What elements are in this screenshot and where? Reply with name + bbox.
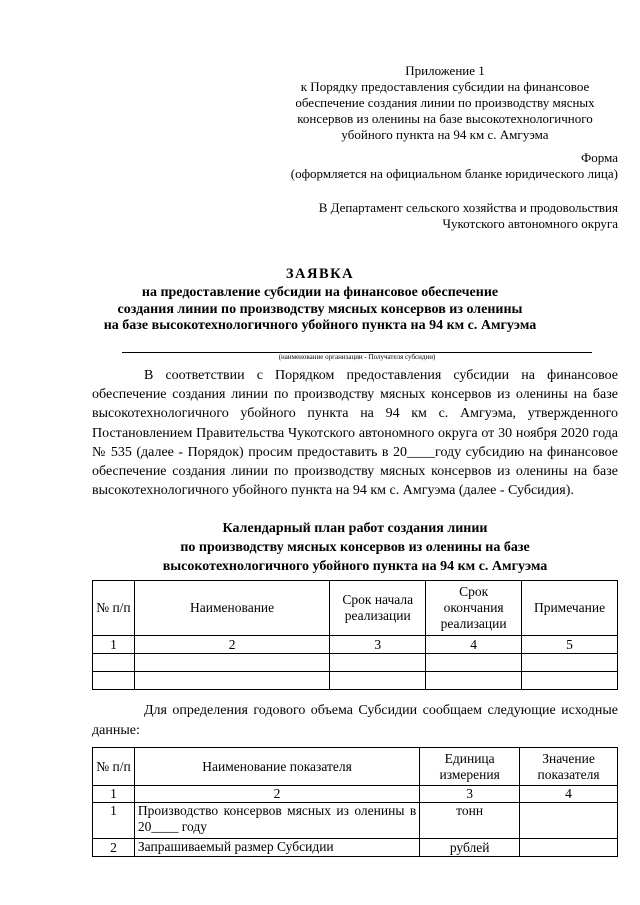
subtitle-line: на предоставление субсидии на финансовое обеспечение xyxy=(141,285,499,300)
header-cell: Значение показателя xyxy=(520,748,618,786)
header-cell: Наименование показателя xyxy=(134,748,419,786)
row-number: 2 xyxy=(93,839,135,857)
number-cell: 1 xyxy=(93,786,135,803)
table-header-row xyxy=(93,748,618,786)
empty-cell[interactable] xyxy=(330,672,426,690)
indicators-intro: Для определения годового объема Субсидии сообщаем следующие исходные данные: xyxy=(92,703,618,738)
table-number-row xyxy=(93,636,618,654)
empty-cell[interactable] xyxy=(93,672,135,690)
table-row xyxy=(93,672,618,690)
number-cell: 2 xyxy=(134,786,419,803)
indicator-value[interactable] xyxy=(520,839,618,857)
calendar-title-line: Календарный план работ создания линии xyxy=(222,521,488,536)
appendix-line: консервов из оленины на базе высокотехнологичного xyxy=(297,111,593,126)
header-cell: Наименование xyxy=(134,581,329,636)
indicators-table xyxy=(92,747,618,857)
empty-cell[interactable] xyxy=(522,654,618,672)
appendix-block xyxy=(280,63,610,143)
calendar-title-line: по производству мясных консервов из оленины на базе xyxy=(180,540,530,555)
recipient-line: Чукотского автономного округа xyxy=(442,216,618,231)
header-cell: № п/п xyxy=(93,748,135,786)
indicator-value[interactable] xyxy=(520,803,618,839)
indicator-name: Производство консервов мясных из оленины в 20____ году xyxy=(134,803,419,839)
recipient-line: В Департамент сельского хозяйства и продовольствия xyxy=(318,200,618,215)
calendar-plan-table xyxy=(92,580,618,690)
table-number-row xyxy=(93,786,618,803)
header-cell: Единица измерения xyxy=(420,748,520,786)
header-cell: Примечание xyxy=(522,581,618,636)
calendar-title-line: высокотехнологичного убойного пункта на 94 км с. Амгуэма xyxy=(162,559,548,574)
subtitle-line: на базе высокотехнологичного убойного пункта на 94 км с. Амгуэма xyxy=(103,318,537,333)
subtitle-line: создания линии по производству мясных консервов из оленины xyxy=(117,301,523,317)
header-cell: № п/п xyxy=(93,581,135,636)
empty-cell[interactable] xyxy=(134,672,329,690)
appendix-line: обеспечение создания линии по производству мясных xyxy=(295,95,595,110)
recipient-block xyxy=(218,200,618,232)
form-block xyxy=(218,150,618,182)
form-note: (оформляется на официальном бланке юридического лица) xyxy=(290,166,618,181)
empty-cell[interactable] xyxy=(330,654,426,672)
calendar-plan-title xyxy=(92,519,618,576)
header-cell: Срок начала реализации xyxy=(330,581,426,636)
empty-cell[interactable] xyxy=(522,672,618,690)
request-paragraph: В соответствии с Порядком предоставления субсидии на финансовое обеспечение создания линии по производству мясных консервов из оленины на базе высокотехнологичного убойного пункта на 94 км с. Амгуэма, утвержденного Постановлением Правительства Чукотского автономного округа от 30 ноября 2020 года № 535 (далее - Порядок) просим предоставить в 20____году субсидию на финансовое обеспечение создания линии по производству мясных консервов из оленины на базе высокотехнологичного убойного пункта на 94 км с. Амгуэма (далее - Субсидия). xyxy=(92,368,618,499)
table-row xyxy=(93,654,618,672)
table-row xyxy=(93,839,618,857)
appendix-line: к Порядку предоставления субсидии на финансовое xyxy=(300,79,590,94)
number-cell: 4 xyxy=(426,636,522,654)
empty-cell[interactable] xyxy=(134,654,329,672)
organization-caption: (наименование организации - Получателя субсидии) xyxy=(278,353,436,361)
number-cell: 4 xyxy=(520,786,618,803)
number-cell: 2 xyxy=(134,636,329,654)
document-title: ЗАЯВКА xyxy=(285,266,355,282)
table-header-row xyxy=(93,581,618,636)
appendix-line: убойного пункта на 94 км с. Амгуэма xyxy=(341,127,549,142)
table-row xyxy=(93,803,618,839)
indicator-unit: тонн xyxy=(420,803,520,839)
header-cell: Срок окончания реализации xyxy=(426,581,522,636)
empty-cell[interactable] xyxy=(426,654,522,672)
empty-cell[interactable] xyxy=(93,654,135,672)
number-cell: 3 xyxy=(420,786,520,803)
number-cell: 1 xyxy=(93,636,135,654)
indicator-unit: рублей xyxy=(420,839,520,857)
form-label: Форма xyxy=(581,150,618,165)
number-cell: 3 xyxy=(330,636,426,654)
appendix-line: Приложение 1 xyxy=(405,63,485,78)
indicator-name: Запрашиваемый размер Субсидии xyxy=(134,839,419,857)
document-subtitle xyxy=(20,285,620,335)
row-number: 1 xyxy=(93,803,135,839)
empty-cell[interactable] xyxy=(426,672,522,690)
number-cell: 5 xyxy=(522,636,618,654)
